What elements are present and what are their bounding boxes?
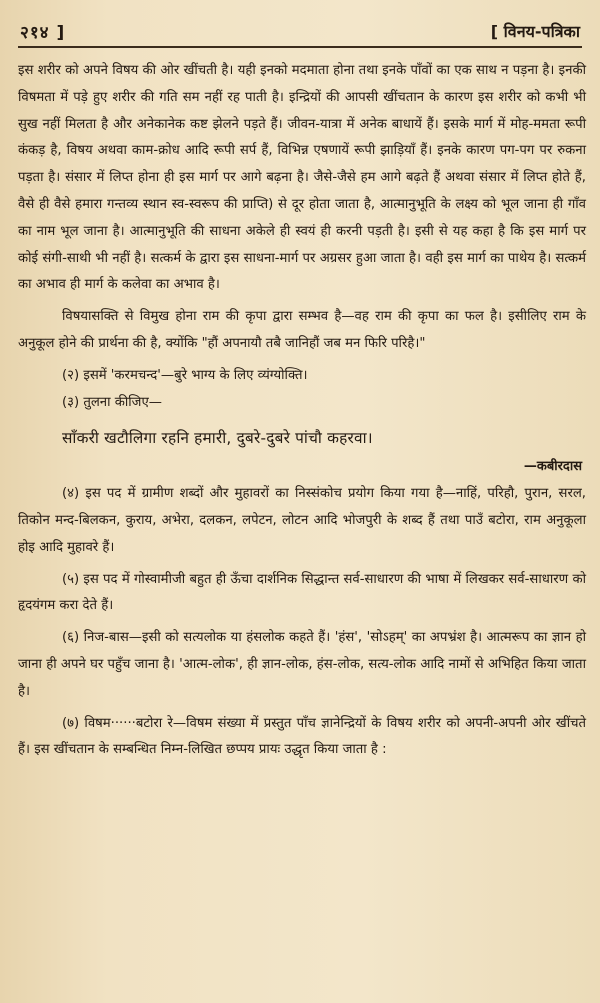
kabir-verse: साँकरी खटौलिगा रहनि हमारी, दुबरे-दुबरे पांचौ कहरवा।: [62, 429, 373, 448]
note-7: (७) विषम······बटोरा रे—विषम संख्या में प्रस्तुत पाँच ज्ञानेन्द्रियों के विषय शरीर को अपनी-अपनी ओर खींचते हैं। इस खींचतान के सम्बन्धित निम्न-लिखित छप्पय प्रायः उद्धृत किया जाता है :: [18, 715, 586, 758]
note-6: (६) निज-बास—इसी को सत्यलोक या हंसलोक कहते हैं। 'हंस', 'सोऽहम्' का अपभ्रंश है। आत्मरूप का ज्ञान हो जाना ही अपने घर पहुँच जाना है। 'आत्म-लोक', ही ज्ञान-लोक, हंस-लोक, सत्य-लोक आदि नामों से अभिहित किया जाता है।: [18, 630, 586, 699]
note-2: (२) इसमें 'करमचन्द'—बुरे भाग्य के लिए व्यंग्योक्ति।: [62, 367, 308, 383]
header-rule: [18, 46, 582, 48]
note-4: (४) इस पद में ग्रामीण शब्दों और मुहावरों का निस्संकोच प्रयोग किया गया है—नाहिं, परिहौ, पुरान, सरल, तिकोन मन्द-बिलकन, कुराय, अभेरा, दलकन, लपेटन, लोटन आदि भोजपुरी के शब्द हैं तथा पाउँ बटोरा, राम अनुकूला होइ आदि मुहावरे हैं।: [18, 486, 586, 555]
note-5: (५) इस पद में गोस्वामीजी बहुत ही ऊँचा दार्शनिक सिद्धान्त सर्व-साधारण की भाषा में लिखकर सर्व-साधारण को हृदयंगम करा देते हैं।: [18, 571, 586, 614]
page-body: [18, 58, 586, 764]
note-3: (३) तुलना कीजिए—: [62, 394, 162, 410]
page-header: [18, 14, 582, 44]
page-number: २१४ ]: [20, 23, 66, 43]
verse-attribution: —कबीरदास: [523, 459, 582, 475]
paragraph-grace: विषयासक्ति से विमुख होना राम की कृपा द्वारा सम्भव है—वह राम की कृपा का फल है। इसीलिए राम के अनुकूल होने की प्रार्थना की है, क्योंकि "हौं अपनायौ तबै जानिहौं जब मन फिरि परिहै।": [18, 309, 586, 351]
paragraph-continued: इस शरीर को अपने विषय की ओर खींचती है। यही इनको मदमाता होना तथा इनके पाँवों का एक साथ न पड़ना है। इनकी विषमता में पड़े हुए शरीर की गति सम नहीं रह पाती है। इन्द्रियों की आपसी खींचतान के कारण इस शरीर को कभी भी सुख नहीं मिलता है और अनेकानेक कष्ट झेलने पड़ते हैं। जीवन-यात्रा में अनेक बाधायें हैं। इसके मार्ग में मोह-ममता रूपी कंकड़ है, विषय अथवा काम-क्रोध आदि रूपी सर्प हैं, विभिन्न एषणायें रूपी झाड़ियाँ हैं। इनके कारण पग-पग पर रुकना पड़ता है। संसार में लिप्त होना ही इस मार्ग पर आगे बढ़ना है। जैसे-जैसे हम आगे बढ़ते हैं अथवा संसार में लिप्त होते हैं, वैसे ही वैसे हमारा गन्तव्य स्थान स्व-स्वरूप की प्राप्ति) से दूर होता जाता है, आत्मानुभूति के लक्ष्य को भूल जाना ही गाँव का नाम भूल जाना है। आत्मानुभूति की साधना अकेले ही स्वयं ही करनी पड़ती है। इसी से यह कहा है कि इस मार्ग पर कोई संगी-साथी भी नहीं है। सत्कर्म के द्वारा इस साधना-मार्ग पर अग्रसर हुआ जाता है। वही इस मार्ग का पाथेय है। सत्कर्म का अभाव ही मार्ग के कलेवा का अभाव है।: [18, 63, 586, 293]
running-title: [ विनय-पत्रिका: [490, 22, 580, 41]
